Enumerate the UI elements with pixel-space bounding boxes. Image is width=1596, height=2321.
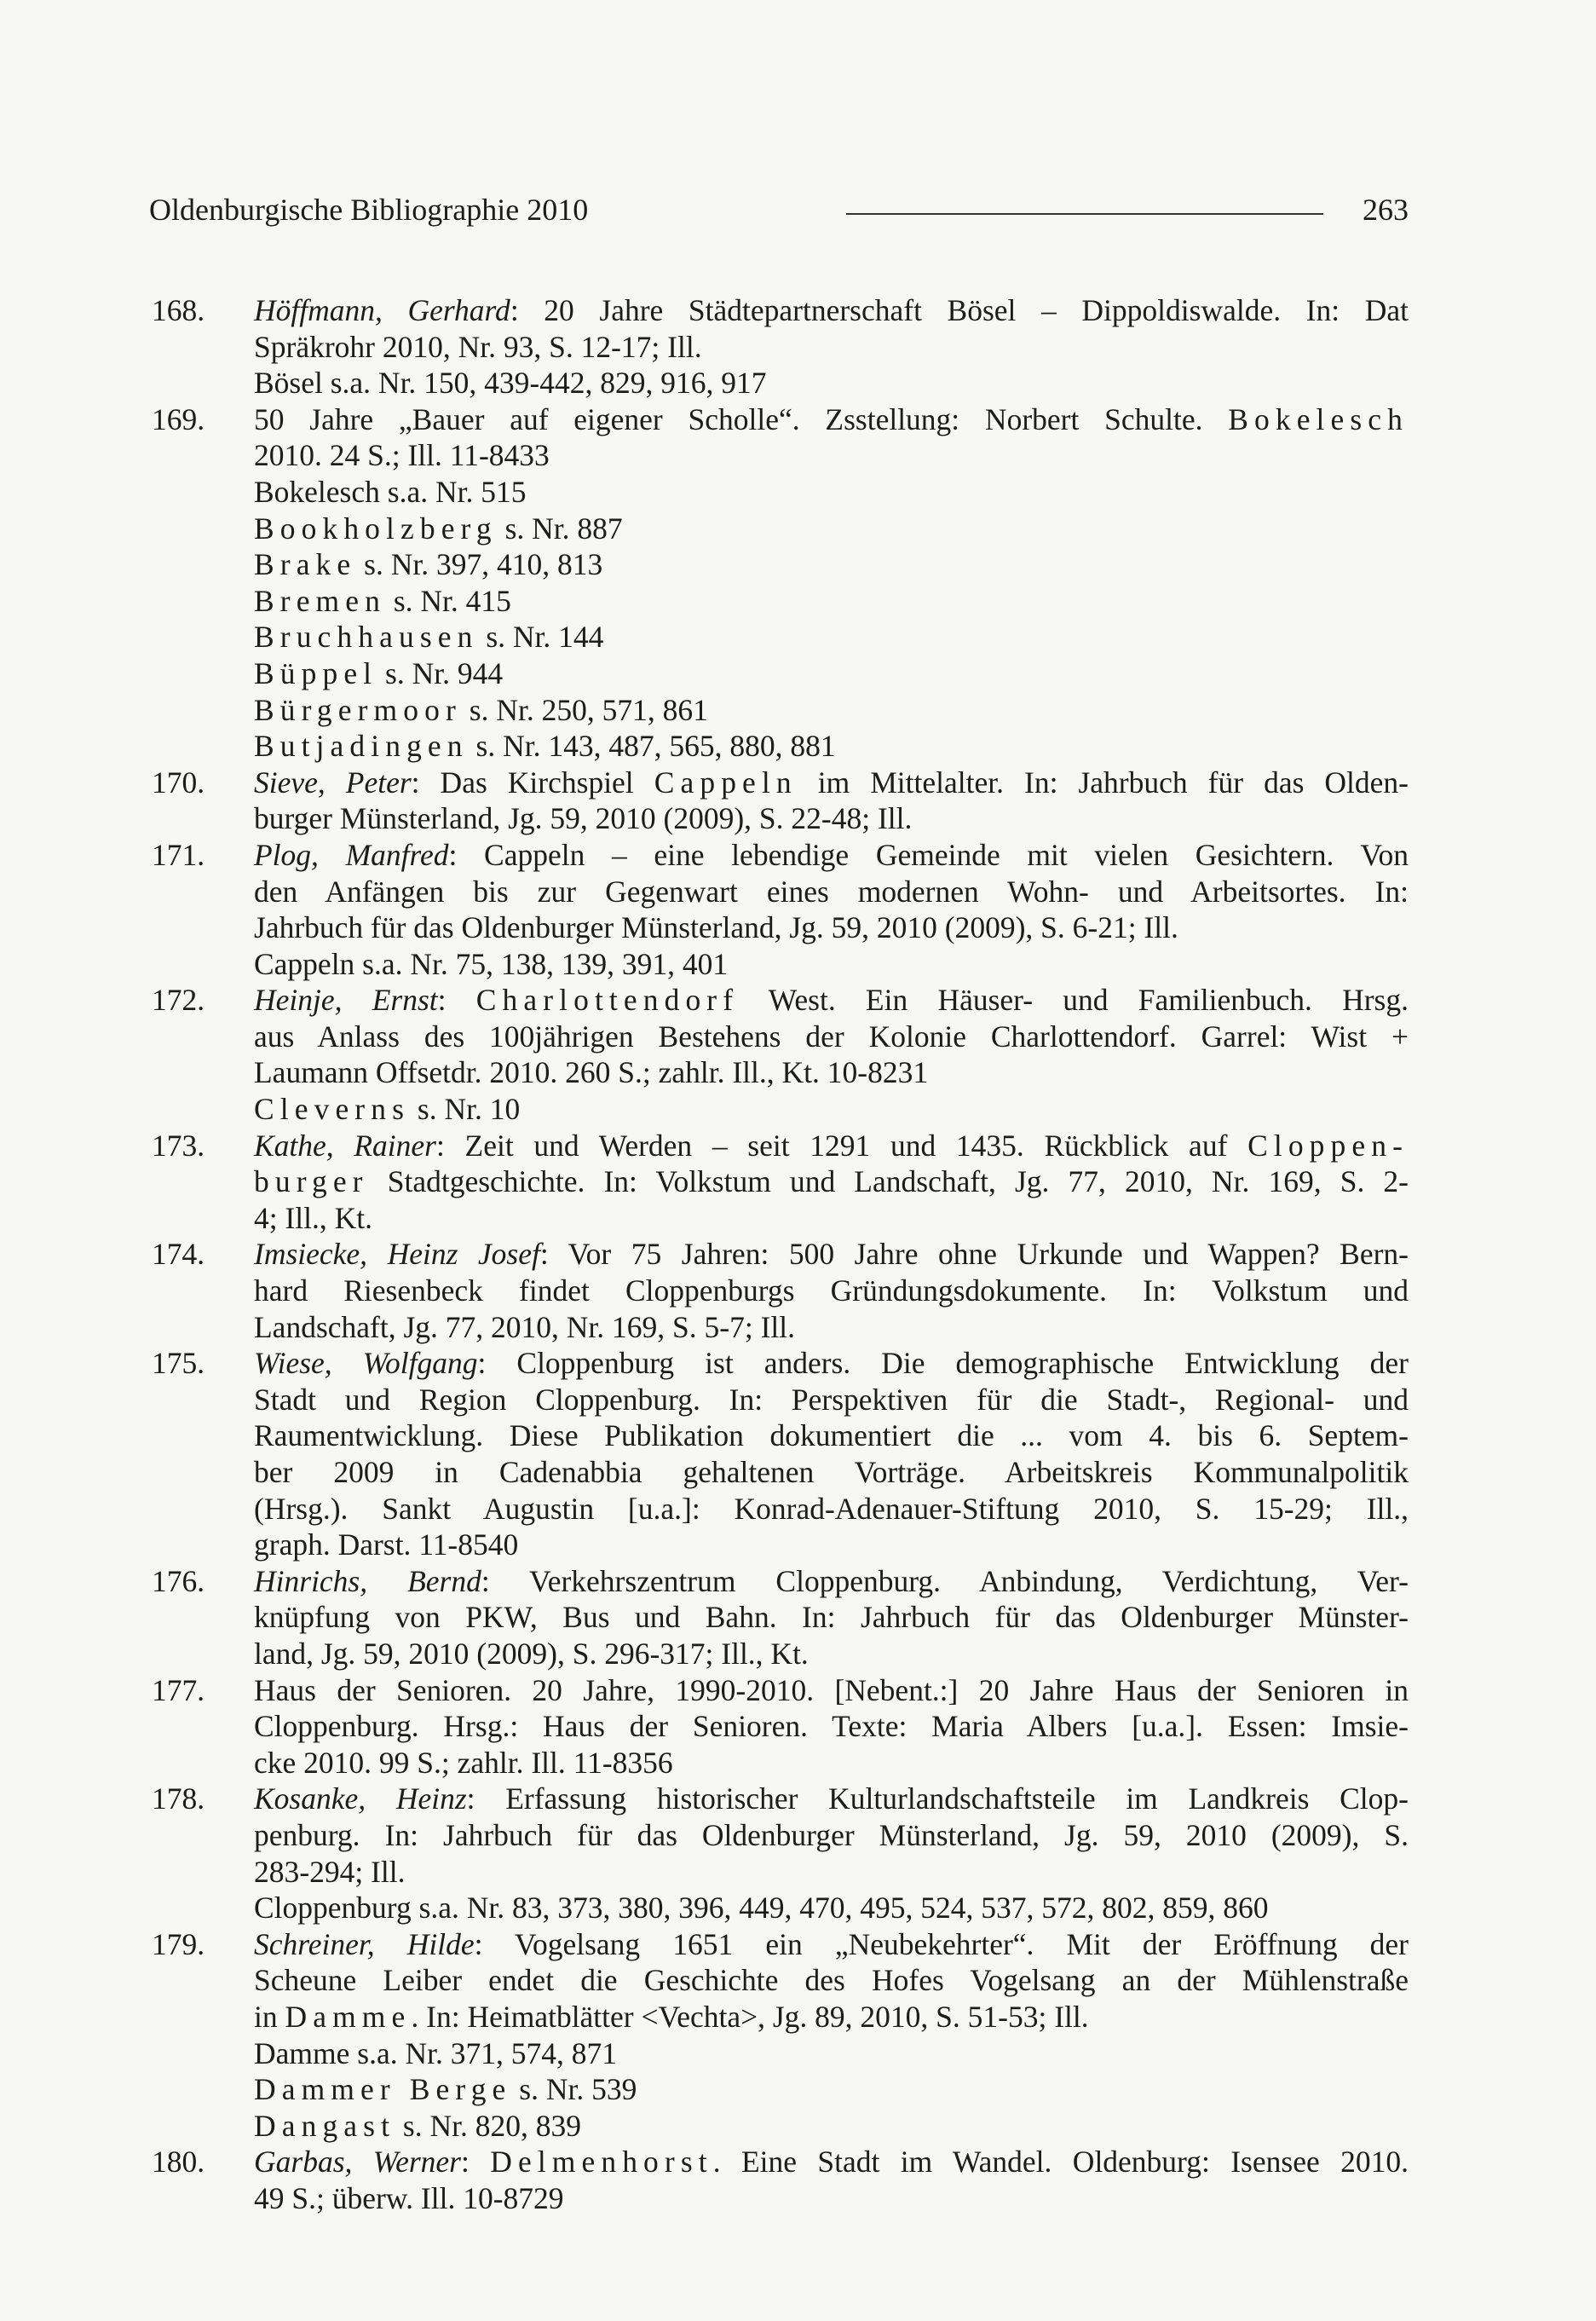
entry-line	[254, 1236, 1409, 1273]
header-rule	[846, 213, 1323, 215]
entry-text: Stadtgeschichte. In: Volkstum und Landschaft, Jg. 77, 2010, Nr. 169, S. 2-	[368, 1164, 1409, 1199]
entry-line	[254, 1273, 1409, 1309]
entry-text: : Erfassung historischer Kulturlandschaftsteile im Landkreis Clop-	[466, 1781, 1409, 1816]
entry-number: 168.	[152, 293, 205, 327]
entry-text: : Cappeln – eine lebendige Gemeinde mit vielen Gesichtern. Von	[448, 837, 1409, 872]
entry-line	[254, 1345, 1409, 1382]
entry-line	[254, 619, 1409, 655]
entry-text: Stadt und Region Cloppenburg. In: Perspektiven für die Stadt-, Regional- und	[254, 1382, 1409, 1417]
entry-line	[254, 1745, 1409, 1781]
entry-author: Höffmann, Gerhard	[254, 293, 510, 327]
entry-text: s. Nr. 944	[377, 655, 504, 690]
entry-text: burger Münsterland, Jg. 59, 2010 (2009), S. 22-48; Ill.	[254, 801, 913, 836]
entry-line	[254, 1890, 1409, 1926]
place-name: Cappeln	[654, 765, 798, 800]
entry-text: Scheune Leiber endet die Geschichte des Hofes Vogelsang an der Mühlenstraße	[254, 1963, 1409, 1998]
entry-text: s. Nr. 887	[497, 511, 623, 546]
entry-text: s. Nr. 415	[385, 583, 511, 618]
bibliography-entry	[152, 837, 1409, 982]
bibliography-entry	[152, 1345, 1409, 1563]
entry-number: 179.	[152, 1926, 205, 1961]
bibliography-list	[152, 292, 1409, 2216]
entry-text: s. Nr. 10	[410, 1092, 521, 1127]
entry-text: : 20 Jahre Städtepartnerschaft Bösel – Dippoldiswalde. In: Dat	[510, 293, 1409, 327]
entry-text: Landschaft, Jg. 77, 2010, Nr. 169, S. 5-7; Ill.	[254, 1309, 795, 1344]
place-name: Bürgermoor	[254, 692, 462, 727]
entry-line	[254, 1454, 1409, 1491]
entry-line	[254, 583, 1409, 620]
entry-text: land, Jg. 59, 2010 (2009), S. 296-317; Ill., Kt.	[254, 1636, 809, 1671]
entry-author: Heinje, Ernst	[254, 983, 438, 1018]
entry-text: s. Nr. 397, 410, 813	[356, 547, 603, 582]
entry-number: 178.	[152, 1781, 205, 1816]
entry-text: aus Anlass des 100jährigen Bestehens der Kolonie Charlottendorf. Garrel: Wist +	[254, 1019, 1409, 1054]
entry-author: Wiese, Wolfgang	[254, 1346, 478, 1381]
entry-text: s. Nr. 143, 487, 565, 880, 881	[468, 729, 836, 764]
entry-number: 170.	[152, 765, 205, 800]
entry-text: knüpfung von PKW, Bus und Bahn. In: Jahrbuch für das Oldenburger Münster-	[254, 1600, 1409, 1635]
entry-text: 283-294; Ill.	[254, 1854, 406, 1889]
place-name: Brake	[254, 547, 357, 582]
entry-text: . In: Heimatblätter <Vechta>, Jg. 89, 2010, S. 51-53; Ill.	[411, 1999, 1089, 2034]
entry-line	[254, 728, 1409, 765]
entry-text: :	[437, 983, 476, 1018]
place-name: Büppel	[254, 655, 378, 690]
entry-text: (Hrsg.). Sankt Augustin [u.a.]: Konrad-Adenauer-Stiftung 2010, S. 15-29; Ill.,	[254, 1491, 1409, 1526]
entry-number: 176.	[152, 1563, 205, 1598]
place-name: Bookholzberg	[254, 511, 498, 546]
entry-line	[254, 1417, 1409, 1454]
entry-line	[254, 1563, 1409, 1600]
entry-line	[254, 1091, 1409, 1128]
entry-text: Raumentwicklung. Diese Publikation dokumentiert die ... vom 4. bis 6. Septem-	[254, 1418, 1409, 1453]
entry-text: s. Nr. 144	[478, 620, 604, 655]
entry-text: : Cloppenburg ist anders. Die demographische Entwicklung der	[477, 1346, 1409, 1381]
entry-line	[254, 1527, 1409, 1563]
place-name: Charlottendorf	[475, 983, 740, 1018]
entry-line	[254, 1999, 1409, 2035]
entry-author: Kosanke, Heinz	[254, 1781, 467, 1816]
place-name: Butjadingen	[254, 729, 469, 764]
entry-line	[254, 1200, 1409, 1237]
entry-text: s. Nr. 539	[511, 2072, 637, 2107]
entry-line	[254, 1599, 1409, 1636]
entry-line	[254, 1962, 1409, 1999]
entry-text: . Eine Stadt im Wandel. Oldenburg: Isensee 2010.	[712, 2145, 1409, 2180]
place-name: Damme	[285, 1999, 412, 2034]
running-title: Oldenburgische Bibliographie 2010	[149, 193, 589, 227]
entry-text: West. Ein Häuser- und Familienbuch. Hrsg.	[739, 983, 1409, 1018]
entry-text: penburg. In: Jahrbuch für das Oldenburger Münsterland, Jg. 59, 2010 (2009), S.	[254, 1817, 1409, 1852]
entry-text: Jahrbuch für das Oldenburger Münsterland, Jg. 59, 2010 (2009), S. 6-21; Ill.	[254, 910, 1178, 945]
entry-text: : Verkehrszentrum Cloppenburg. Anbindung, Verdichtung, Ver-	[481, 1563, 1409, 1598]
entry-line	[254, 765, 1409, 801]
entry-line	[254, 437, 1409, 474]
place-name: Bokelesch	[1228, 401, 1409, 436]
entry-line	[254, 800, 1409, 837]
entry-text: 2010. 24 S.; Ill. 11-8433	[254, 438, 550, 473]
bibliography-entry	[152, 292, 1409, 401]
entry-text: im Mittelalter. In: Jahrbuch für das Olden-	[797, 765, 1409, 800]
entry-line	[254, 655, 1409, 692]
entry-text: ber 2009 in Cadenabbia gehaltenen Vorträge. Arbeitskreis Kommunalpolitik	[254, 1455, 1409, 1489]
place-name: burger	[254, 1164, 369, 1199]
entry-number: 180.	[152, 2145, 205, 2180]
entry-number: 169.	[152, 401, 205, 436]
entry-text: 4; Ill., Kt.	[254, 1200, 373, 1235]
entry-number: 172.	[152, 983, 205, 1018]
entry-text: Damme s.a. Nr. 371, 574, 871	[254, 2035, 617, 2070]
bibliography-entry	[152, 1236, 1409, 1345]
bibliography-entry	[152, 2144, 1409, 2216]
entry-line	[254, 1163, 1409, 1200]
entry-line	[254, 909, 1409, 946]
entry-text: Bösel s.a. Nr. 150, 439-442, 829, 916, 917	[254, 366, 767, 401]
entry-line	[254, 2180, 1409, 2217]
entry-line	[254, 365, 1409, 401]
entry-line	[254, 1128, 1409, 1164]
entry-line	[254, 1781, 1409, 1817]
entry-line	[254, 946, 1409, 983]
entry-line	[254, 837, 1409, 874]
entry-author: Hinrichs, Bernd	[254, 1563, 481, 1598]
bibliography-entry	[152, 1672, 1409, 1781]
entry-line	[254, 1491, 1409, 1527]
entry-line	[254, 329, 1409, 366]
entry-number: 175.	[152, 1346, 205, 1381]
entry-line	[254, 1054, 1409, 1091]
entry-line	[254, 401, 1409, 438]
entry-text: : Das Kirchspiel	[411, 765, 654, 800]
bibliography-entry	[152, 1563, 1409, 1672]
entry-text: hard Riesenbeck findet Cloppenburgs Gründungsdokumente. In: Volkstum und	[254, 1273, 1409, 1308]
entry-line	[254, 2035, 1409, 2072]
entry-text: : Zeit und Werden – seit 1291 und 1435. Rückblick auf	[435, 1128, 1248, 1163]
bibliography-entry	[152, 765, 1409, 837]
entry-line	[254, 692, 1409, 729]
entry-line	[254, 1636, 1409, 1672]
entry-line	[254, 1382, 1409, 1418]
place-name: Cloppen-	[1247, 1128, 1409, 1163]
page-number: 263	[1363, 193, 1409, 227]
entry-number: 171.	[152, 837, 205, 872]
entry-text: s. Nr. 820, 839	[395, 2108, 581, 2143]
entry-author: Sieve, Peter	[254, 765, 412, 800]
entry-line	[254, 546, 1409, 583]
entry-author: Imsiecke, Heinz Josef	[254, 1237, 540, 1272]
entry-text: cke 2010. 99 S.; zahlr. Ill. 11-8356	[254, 1745, 673, 1780]
bibliography-entry	[152, 1781, 1409, 1926]
place-name: Delmenhorst	[490, 2145, 713, 2180]
entry-line	[254, 1854, 1409, 1891]
entry-line	[254, 2144, 1409, 2180]
entry-line	[254, 292, 1409, 329]
entry-text: graph. Darst. 11-8540	[254, 1527, 519, 1562]
entry-text: in	[254, 1999, 285, 2034]
entry-text: : Vogelsang 1651 ein „Neubekehrter“. Mit der Eröffnung der	[474, 1926, 1409, 1961]
entry-line	[254, 2108, 1409, 2145]
entry-line	[254, 1926, 1409, 1963]
entry-text: Bokelesch s.a. Nr. 515	[254, 474, 527, 509]
entry-text: : Vor 75 Jahren: 500 Jahre ohne Urkunde und Wappen? Bern-	[539, 1237, 1409, 1272]
entry-line	[254, 2071, 1409, 2108]
place-name: Cleverns	[254, 1092, 410, 1127]
entry-number: 177.	[152, 1672, 205, 1707]
place-name: Dammer Berge	[254, 2072, 512, 2107]
entry-text: Spräkrohr 2010, Nr. 93, S. 12-17; Ill.	[254, 329, 702, 364]
entry-text: s. Nr. 250, 571, 861	[461, 692, 708, 727]
entry-line	[254, 1817, 1409, 1854]
entry-number: 174.	[152, 1237, 205, 1272]
entry-text: 50 Jahre „Bauer auf eigener Scholle“. Zsstellung: Norbert Schulte.	[254, 401, 1229, 436]
entry-line	[254, 1708, 1409, 1745]
entry-text: 49 S.; überw. Ill. 10-8729	[254, 2180, 564, 2215]
place-name: Dangast	[254, 2108, 396, 2143]
entry-line	[254, 1672, 1409, 1709]
entry-text: den Anfängen bis zur Gegenwart eines modernen Wohn- und Arbeitsortes. In:	[254, 874, 1409, 909]
entry-text: :	[460, 2145, 491, 2180]
entry-author: Schreiner, Hilde	[254, 1926, 475, 1961]
bibliography-entry	[152, 1128, 1409, 1237]
entry-line	[254, 982, 1409, 1019]
entry-text: Cloppenburg. Hrsg.: Haus der Senioren. Texte: Maria Albers [u.a.]. Essen: Imsie-	[254, 1709, 1409, 1744]
entry-line	[254, 1309, 1409, 1346]
entry-number: 173.	[152, 1128, 205, 1163]
entry-text: Cappeln s.a. Nr. 75, 138, 139, 391, 401	[254, 946, 729, 981]
bibliography-entry	[152, 1926, 1409, 2145]
entry-author: Garbas, Werner	[254, 2145, 461, 2180]
entry-author: Plog, Manfred	[254, 837, 449, 872]
entry-text: Haus der Senioren. 20 Jahre, 1990-2010. [Nebent.:] 20 Jahre Haus der Senioren in	[254, 1672, 1409, 1707]
entry-line	[254, 874, 1409, 910]
entry-line	[254, 511, 1409, 547]
entry-author: Kathe, Rainer	[254, 1128, 436, 1163]
entry-line	[254, 1019, 1409, 1055]
entry-line	[254, 474, 1409, 511]
place-name: Bremen	[254, 583, 386, 618]
running-header	[149, 188, 1409, 232]
bibliography-entry	[152, 982, 1409, 1127]
entry-text: Cloppenburg s.a. Nr. 83, 373, 380, 396, 449, 470, 495, 524, 537, 572, 802, 859, 860	[254, 1891, 1269, 1926]
bibliography-entry	[152, 401, 1409, 765]
place-name: Bruchhausen	[254, 620, 479, 655]
entry-text: Laumann Offsetdr. 2010. 260 S.; zahlr. Ill., Kt. 10-8231	[254, 1055, 929, 1090]
